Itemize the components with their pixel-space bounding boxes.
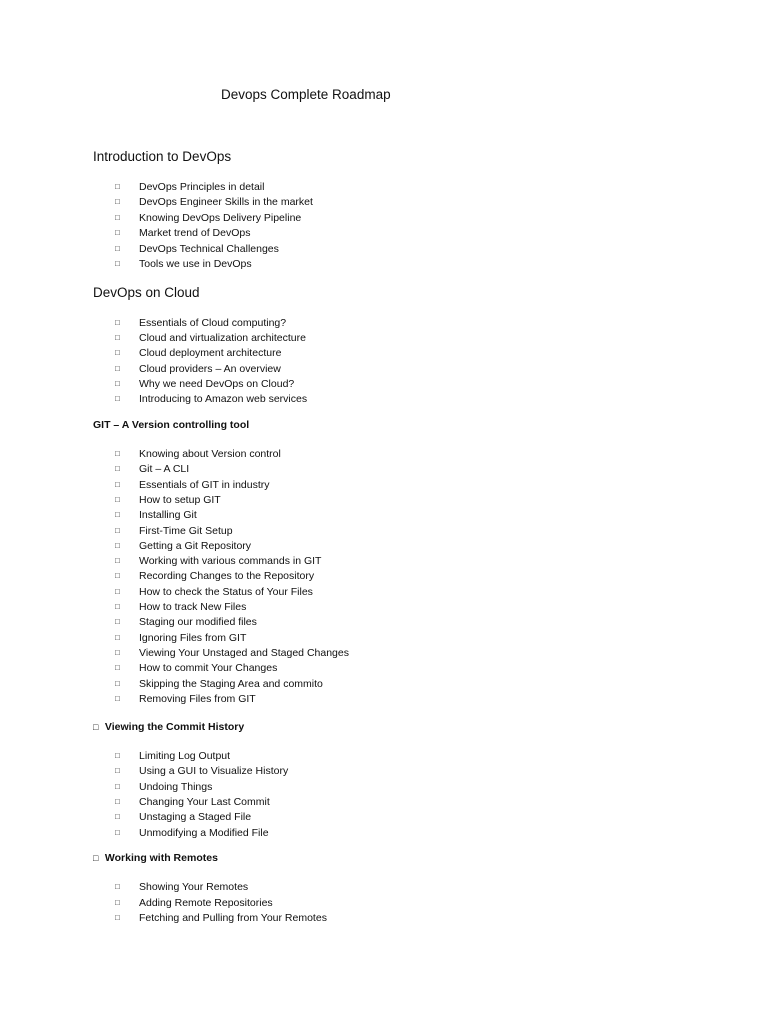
- list-item-text: Using a GUI to Visualize History: [139, 765, 289, 778]
- list-item-text: Viewing Your Unstaged and Staged Changes: [139, 646, 349, 659]
- list-item-text: Introducing to Amazon web services: [139, 393, 308, 405]
- list-item: [0, 524, 768, 539]
- bullet-icon: □: [93, 853, 99, 863]
- bullet-icon: □: [115, 378, 120, 388]
- list-item: [0, 569, 768, 584]
- bullet-icon: □: [115, 571, 120, 581]
- list-item: [0, 692, 768, 707]
- list-item: [0, 257, 768, 272]
- bullet-icon: □: [115, 494, 120, 504]
- list-item-text: Unmodifying a Modified File: [139, 826, 269, 839]
- list-item-text: How to setup GIT: [139, 493, 221, 506]
- bullet-icon: □: [115, 602, 120, 611]
- bullet-icon: □: [115, 540, 120, 550]
- bullet-icon: □: [115, 796, 120, 806]
- list-item: [0, 585, 768, 600]
- section-heading-introduction: Introduction to DevOps: [93, 149, 232, 164]
- bullet-icon: □: [115, 318, 120, 327]
- bullet-icon: □: [115, 348, 120, 358]
- list-item: [0, 631, 768, 646]
- section-heading-commit-history: [93, 721, 244, 733]
- list-item-text: Adding Remote Repositories: [139, 896, 273, 909]
- bullet-icon: □: [115, 632, 120, 642]
- bullet-icon: □: [115, 647, 120, 657]
- list-item-text: Tools we use in DevOps: [139, 258, 252, 270]
- list-item-text: Undoing Things: [139, 780, 213, 793]
- list-item-text: Ignoring Files from GIT: [139, 631, 247, 644]
- bullet-icon: □: [115, 333, 120, 343]
- list-item-text: Essentials of GIT in industry: [139, 478, 270, 491]
- document-title: Devops Complete Roadmap: [221, 87, 391, 102]
- list-item-text: Removing Files from GIT: [139, 692, 256, 705]
- list-item-text: Git – A CLI: [139, 463, 190, 476]
- list-item: [0, 195, 768, 210]
- list-item-text: Market trend of DevOps: [139, 227, 251, 240]
- list-item-text: DevOps Principles in detail: [139, 181, 265, 193]
- list-item: [0, 600, 768, 615]
- list-item: [0, 316, 768, 331]
- bullet-icon: □: [93, 722, 99, 732]
- list-item: [0, 795, 768, 810]
- list-item: [0, 226, 768, 241]
- bullet-icon: □: [115, 363, 120, 373]
- list-item-text: Essentials of Cloud computing?: [139, 317, 287, 329]
- list-item-text: First-Time Git Setup: [139, 524, 233, 537]
- list-item: [0, 539, 768, 554]
- list-item-text: Skipping the Staging Area and commito: [139, 677, 323, 690]
- bullet-icon: □: [115, 781, 120, 791]
- list-item-text: Working with various commands in GIT: [139, 555, 322, 568]
- bullet-icon: □: [115, 827, 120, 837]
- bullet-icon: □: [115, 693, 120, 703]
- bullet-icon: □: [115, 556, 120, 566]
- list-item: [0, 677, 768, 692]
- list-item: [0, 764, 768, 779]
- list-item-text: Cloud and virtualization architecture: [139, 332, 306, 345]
- list-item: [0, 826, 768, 841]
- list-item: [0, 880, 768, 895]
- list-item-text: How to commit Your Changes: [139, 662, 278, 675]
- list-item-text: How to check the Status of Your Files: [139, 585, 313, 598]
- bullet-icon: □: [115, 766, 120, 776]
- list-item: [0, 749, 768, 764]
- list-item-text: DevOps Technical Challenges: [139, 242, 279, 255]
- section-heading-label: Viewing the Commit History: [104, 721, 245, 733]
- bullet-icon: □: [115, 182, 120, 191]
- list-item-text: Recording Changes to the Repository: [139, 570, 315, 583]
- bullet-icon: □: [115, 479, 120, 489]
- bullet-icon: □: [115, 663, 120, 673]
- list-item-text: Installing Git: [139, 509, 197, 522]
- list-item: [0, 478, 768, 493]
- list-item: [0, 211, 768, 226]
- section-heading-remotes: [93, 852, 218, 864]
- bullet-icon: □: [115, 394, 120, 403]
- list-item: [0, 780, 768, 795]
- list-item: [0, 180, 768, 195]
- section-heading-devops-on-cloud: DevOps on Cloud: [93, 285, 200, 300]
- list-item-text: Fetching and Pulling from Your Remotes: [139, 912, 327, 925]
- bullet-icon: □: [115, 228, 120, 238]
- section-heading-label: Working with Remotes: [104, 852, 218, 864]
- bullet-icon: □: [115, 678, 120, 688]
- bullet-icon: □: [115, 525, 120, 535]
- list-item-text: Knowing DevOps Delivery Pipeline: [139, 211, 302, 224]
- bullet-icon: □: [115, 882, 120, 891]
- list-item: [0, 462, 768, 477]
- list-item: [0, 331, 768, 346]
- list-item-text: Getting a Git Repository: [139, 539, 252, 552]
- list-item: [0, 615, 768, 630]
- list-item-text: Knowing about Version control: [139, 448, 281, 460]
- list-item: [0, 377, 768, 392]
- bullet-icon: □: [115, 586, 120, 596]
- list-item: [0, 447, 768, 462]
- bullet-icon: □: [115, 913, 120, 923]
- list-item-text: How to track New Files: [139, 601, 247, 613]
- section-heading-git: GIT – A Version controlling tool: [93, 419, 250, 431]
- bullet-icon: □: [115, 212, 120, 222]
- list-item: [0, 242, 768, 257]
- bullet-icon: □: [115, 751, 120, 760]
- bullet-icon: □: [115, 897, 120, 907]
- bullet-icon: □: [115, 812, 120, 822]
- list-item: [0, 362, 768, 377]
- bullet-icon: □: [115, 197, 120, 207]
- list-item: [0, 554, 768, 569]
- list-item: [0, 896, 768, 911]
- list-item-text: Showing Your Remotes: [139, 881, 249, 893]
- list-item: [0, 810, 768, 825]
- list-item: [0, 493, 768, 508]
- list-item: [0, 508, 768, 523]
- list-item-text: DevOps Engineer Skills in the market: [139, 196, 313, 209]
- list-item: [0, 661, 768, 676]
- list-item: [0, 646, 768, 661]
- list-item-text: Changing Your Last Commit: [139, 795, 270, 808]
- bullet-icon: □: [115, 617, 120, 627]
- bullet-icon: □: [115, 259, 120, 268]
- list-item-text: Cloud deployment architecture: [139, 347, 282, 360]
- list-item-text: Staging our modified files: [139, 616, 257, 629]
- list-item-text: Why we need DevOps on Cloud?: [139, 377, 295, 390]
- list-item-text: Cloud providers – An overview: [139, 362, 281, 375]
- list-item-text: Unstaging a Staged File: [139, 811, 252, 824]
- list-item: [0, 392, 768, 407]
- bullet-icon: □: [115, 449, 120, 458]
- bullet-icon: □: [115, 464, 120, 474]
- bullet-icon: □: [115, 510, 120, 520]
- list-item: [0, 911, 768, 926]
- list-item: [0, 346, 768, 361]
- bullet-icon: □: [115, 243, 120, 253]
- list-item-text: Limiting Log Output: [139, 750, 231, 762]
